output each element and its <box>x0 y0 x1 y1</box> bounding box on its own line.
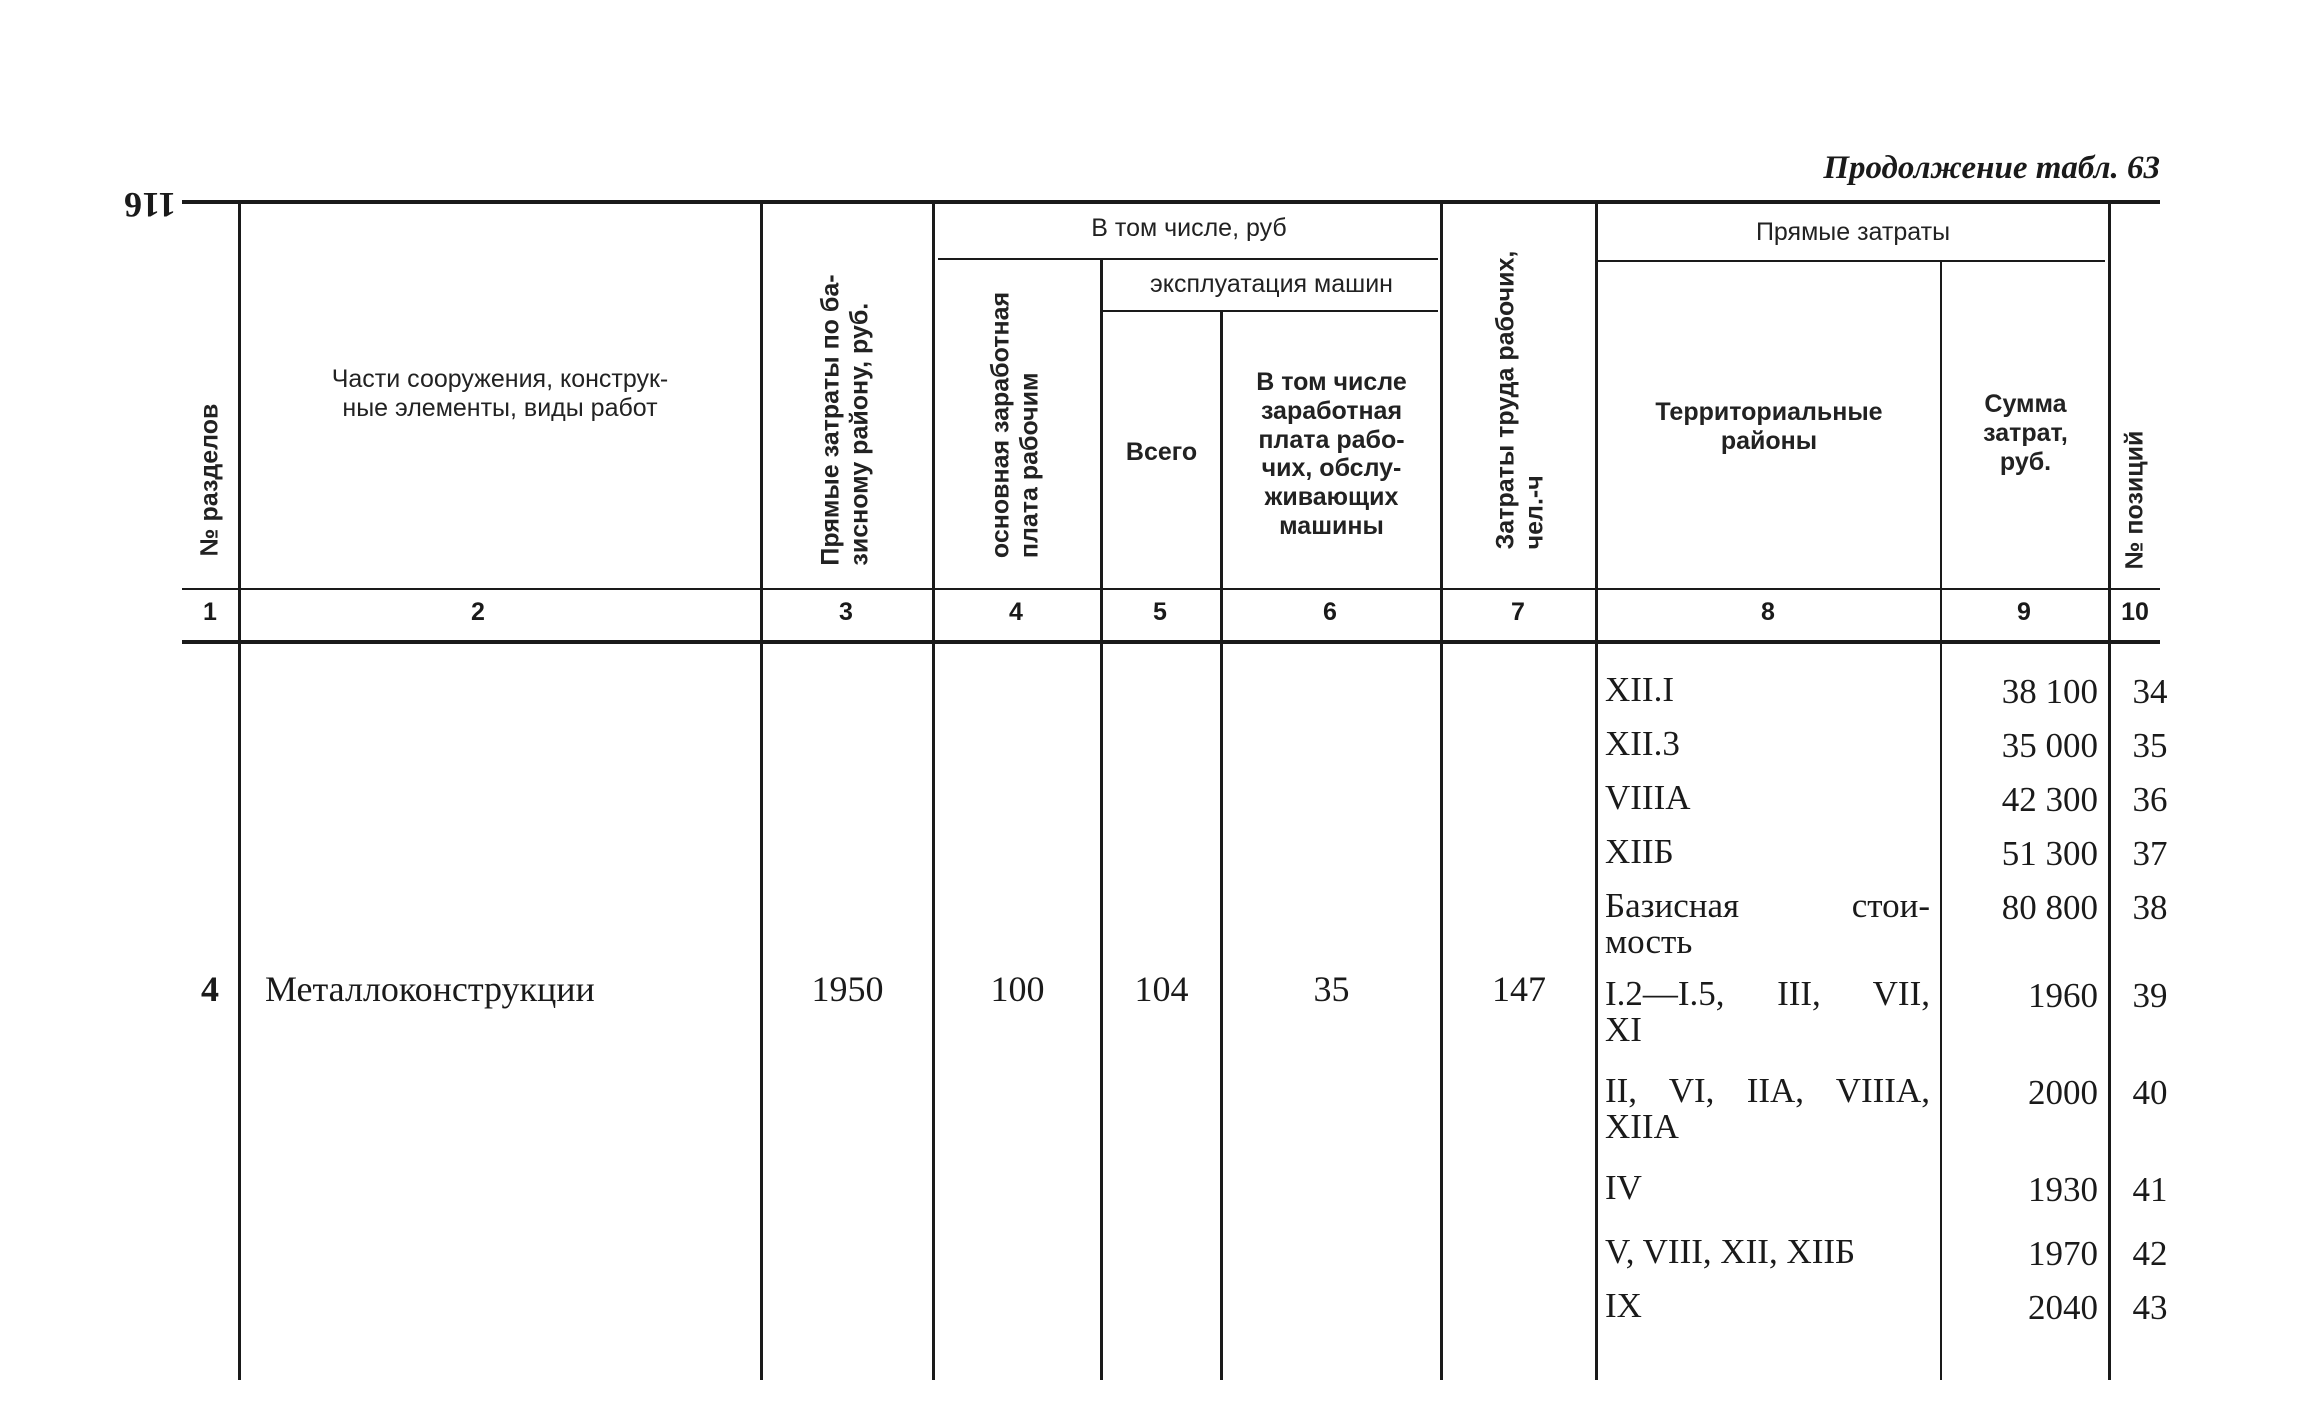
position-number: 42 <box>2132 1234 2168 1273</box>
region-name: IX <box>1605 1286 1642 1325</box>
header-col4: основная заработная плата рабочим <box>986 291 1043 559</box>
column-numbers-rule <box>182 640 2160 644</box>
col-divider-9 <box>2108 202 2111 1380</box>
column-number-9: 9 <box>2017 598 2031 626</box>
machines-total: 104 <box>1134 969 1189 1009</box>
region-sum: 51 300 <box>2001 834 2098 873</box>
table-caption: Продолжение табл. 63 <box>1823 150 2160 186</box>
region-name: XII.3 <box>1605 724 1680 763</box>
col-divider-2 <box>760 202 763 1380</box>
header-col8: Территориальные районы <box>1655 398 1883 455</box>
region-name: V, VIII, XII, XIIБ <box>1605 1232 1856 1271</box>
table-top-rule <box>182 200 2160 204</box>
column-number-10: 10 <box>2121 598 2149 626</box>
header-col3: Прямые затраты по ба- зисному району, руб. <box>816 274 873 566</box>
region-name-line2: XIIA <box>1605 1107 1679 1146</box>
header-col6: В том числе заработная плата рабо- чих, обслу- живающих машины <box>1256 368 1407 540</box>
region-name: XII.I <box>1605 670 1674 709</box>
region-sum: 2000 <box>2028 1073 2098 1112</box>
column-number-3: 3 <box>839 598 853 626</box>
col-divider-8 <box>1940 262 1942 1380</box>
region-name <box>1605 888 1930 960</box>
position-number: 35 <box>2132 726 2168 765</box>
region-sum: 1930 <box>2028 1170 2098 1209</box>
region-sum: 1970 <box>2028 1234 2098 1273</box>
region-name-line2: XI <box>1605 1010 1642 1049</box>
position-number: 34 <box>2132 672 2168 711</box>
header-group-machines: эксплуатация машин <box>1150 270 1393 298</box>
col-divider-4 <box>1100 260 1103 1380</box>
header-col5: Всего <box>1125 438 1198 466</box>
header-bottom-rule <box>182 588 2160 590</box>
position-number: 37 <box>2132 834 2168 873</box>
header-col10: № позиций <box>2120 430 2149 570</box>
region-name-line1: II, VI, IIA, VIIIA, <box>1605 1071 1930 1110</box>
page-number: 116 <box>123 185 177 225</box>
position-number: 41 <box>2132 1170 2168 1209</box>
header-col2: Части сооружения, конструк- ные элементы, виды работ <box>331 365 669 422</box>
header-col7: Затраты труда рабочих, чел.-ч <box>1491 250 1548 550</box>
region-name-line1: Базисная стои- <box>1605 886 1930 925</box>
header-group-direct: Прямые затраты <box>1755 218 1951 246</box>
col-divider-6 <box>1440 202 1443 1380</box>
region-name: VIIIA <box>1605 778 1691 817</box>
column-number-1: 1 <box>203 598 217 626</box>
base-wage: 100 <box>990 969 1045 1009</box>
region-sum: 2040 <box>2028 1288 2098 1327</box>
col-divider-3 <box>932 202 935 1380</box>
machines-wage: 35 <box>1313 969 1350 1009</box>
position-number: 36 <box>2132 780 2168 819</box>
part-name: Металлоконструкции <box>265 969 595 1009</box>
region-name-line1: I.2—I.5, III, VII, <box>1605 974 1930 1013</box>
region-name <box>1605 976 1930 1048</box>
column-number-8: 8 <box>1761 598 1775 626</box>
column-number-2: 2 <box>471 598 485 626</box>
col-divider-1 <box>238 202 241 1380</box>
direct-cost-base: 1950 <box>811 969 884 1009</box>
position-number: 43 <box>2132 1288 2168 1327</box>
column-number-7: 7 <box>1511 598 1525 626</box>
position-number: 39 <box>2132 976 2168 1015</box>
group-rule-including <box>938 258 1438 260</box>
col-divider-7 <box>1595 202 1598 1380</box>
position-number: 40 <box>2132 1073 2168 1112</box>
region-sum: 42 300 <box>2001 780 2098 819</box>
header-group-including: В том числе, руб <box>1091 214 1287 242</box>
region-sum: 1960 <box>2028 976 2098 1015</box>
region-name <box>1605 1073 1930 1145</box>
column-number-5: 5 <box>1153 598 1167 626</box>
labor-hours: 147 <box>1492 969 1546 1009</box>
header-col9: Сумма затрат, руб. <box>1983 390 2068 476</box>
column-number-6: 6 <box>1323 598 1337 626</box>
column-number-4: 4 <box>1009 598 1023 626</box>
position-number: 38 <box>2132 888 2168 927</box>
header-col1: № разделов <box>195 403 224 557</box>
region-name-line2: мость <box>1605 922 1693 961</box>
region-name: IV <box>1605 1168 1642 1207</box>
region-sum: 38 100 <box>2001 672 2098 711</box>
section-number: 4 <box>201 969 219 1009</box>
region-sum: 35 000 <box>2001 726 2098 765</box>
region-name: XIIБ <box>1605 832 1674 871</box>
group-rule-direct <box>1598 260 2105 262</box>
region-sum: 80 800 <box>2001 888 2098 927</box>
group-rule-machines <box>1103 310 1438 312</box>
